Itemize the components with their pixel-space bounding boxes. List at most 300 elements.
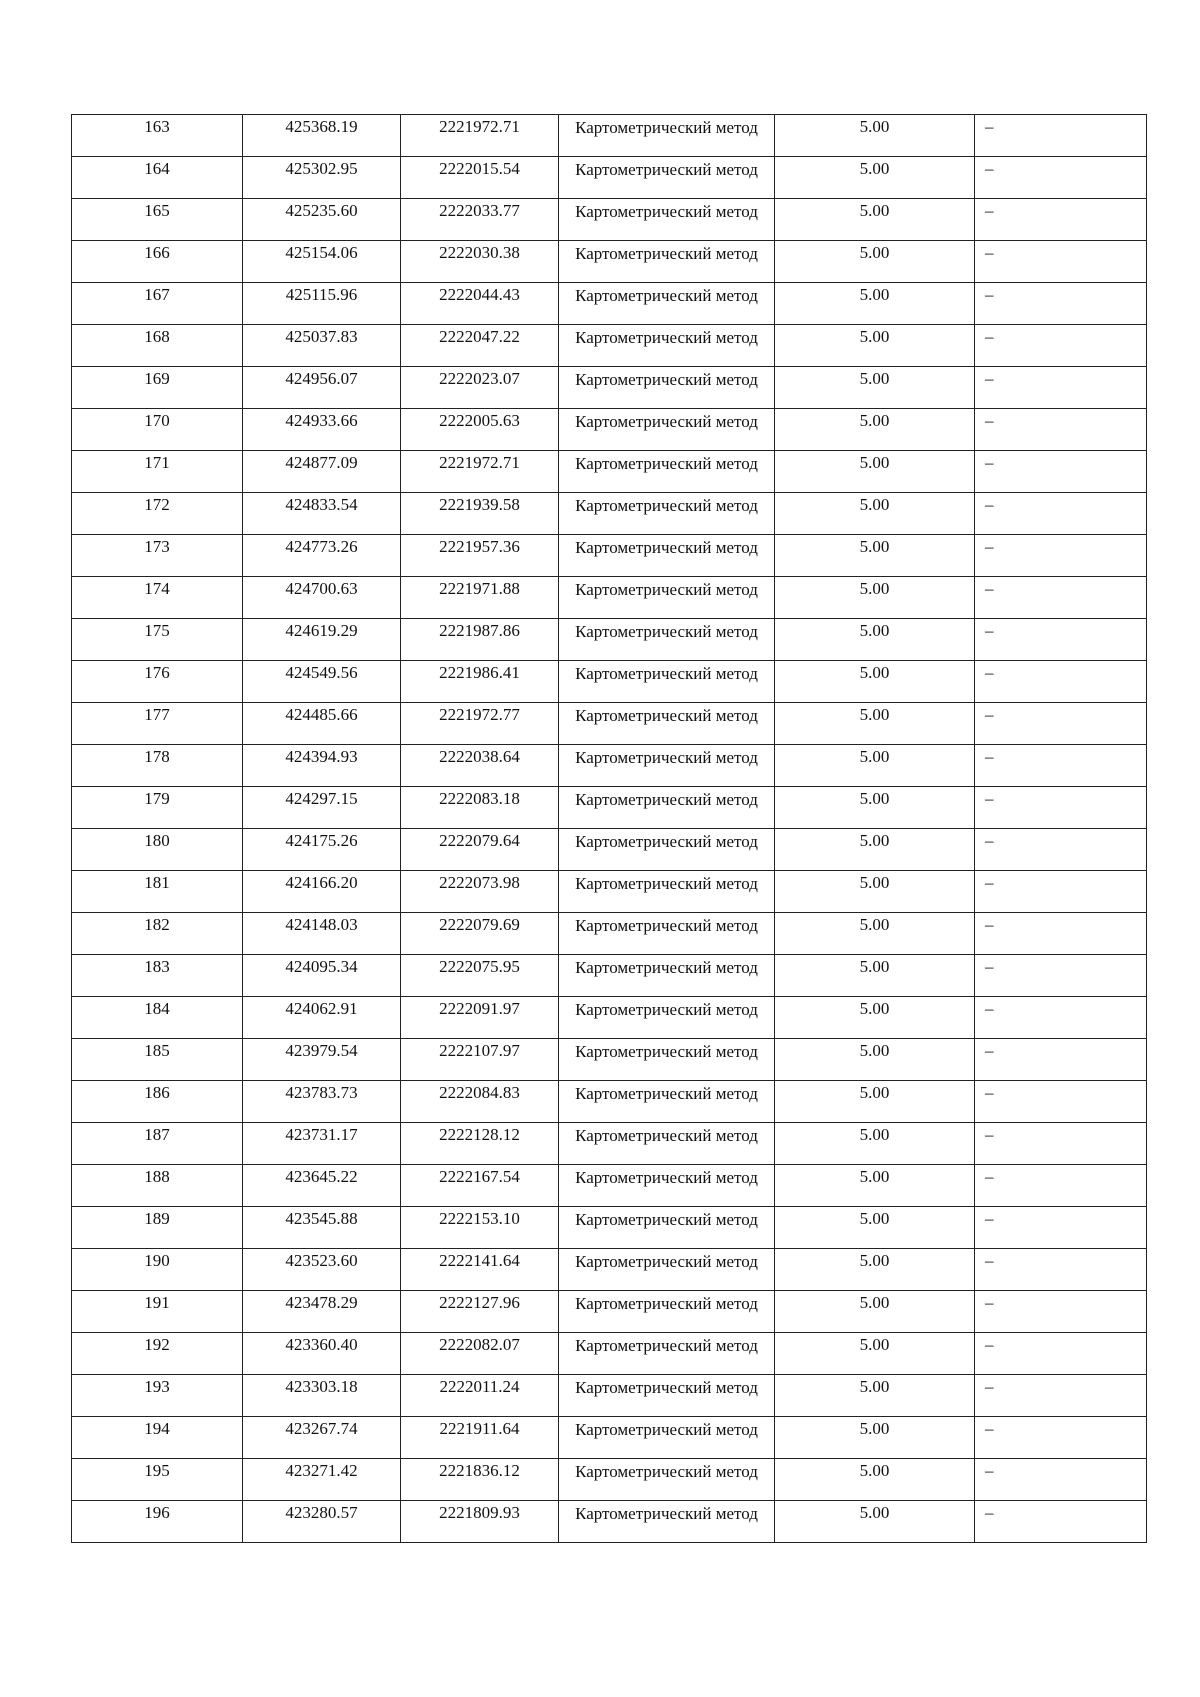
x-coordinate-value: 423645.22 [285, 1167, 358, 1186]
y-coordinate-cell [401, 1207, 559, 1249]
x-coordinate-cell [243, 1417, 401, 1459]
y-coordinate-value: 2222023.07 [439, 369, 520, 388]
accuracy-value: 5.00 [859, 1041, 890, 1060]
note-cell [975, 1333, 1147, 1375]
accuracy-cell [775, 1123, 975, 1165]
method-cell [559, 409, 775, 451]
note-cell [975, 1081, 1147, 1123]
accuracy-cell [775, 745, 975, 787]
method-cell [559, 871, 775, 913]
point-number-cell [72, 1039, 243, 1081]
x-coordinate-value: 424833.54 [285, 495, 358, 514]
table-row [72, 1249, 1147, 1291]
x-coordinate-value: 424877.09 [285, 453, 358, 472]
point-number-value: 191 [144, 1293, 170, 1312]
accuracy-value: 5.00 [859, 285, 890, 304]
y-coordinate-value: 2222030.38 [439, 243, 520, 262]
y-coordinate-value: 2222141.64 [439, 1251, 520, 1270]
method-cell [559, 493, 775, 535]
y-coordinate-value: 2221939.58 [439, 495, 520, 514]
point-number-cell [72, 745, 243, 787]
method-value: Картометрический метод [575, 496, 758, 515]
y-coordinate-value: 2222073.98 [439, 873, 520, 892]
point-number-cell [72, 199, 243, 241]
table-row [72, 745, 1147, 787]
point-number-value: 177 [144, 705, 170, 724]
point-number-value: 190 [144, 1251, 170, 1270]
accuracy-value: 5.00 [859, 453, 890, 472]
method-cell [559, 1459, 775, 1501]
point-number-cell [72, 1459, 243, 1501]
accuracy-cell [775, 619, 975, 661]
accuracy-cell [775, 661, 975, 703]
note-value: – [985, 831, 994, 850]
coordinates-table [71, 114, 1147, 1543]
method-value: Картометрический метод [575, 1168, 758, 1187]
table-row [72, 1039, 1147, 1081]
method-value: Картометрический метод [575, 118, 758, 137]
accuracy-value: 5.00 [859, 369, 890, 388]
y-coordinate-value: 2221972.71 [439, 453, 520, 472]
accuracy-cell [775, 1165, 975, 1207]
accuracy-cell [775, 577, 975, 619]
point-number-cell [72, 1123, 243, 1165]
y-coordinate-value: 2221957.36 [439, 537, 520, 556]
point-number-cell [72, 1417, 243, 1459]
method-cell [559, 703, 775, 745]
y-coordinate-value: 2221809.93 [439, 1503, 520, 1522]
point-number-value: 192 [144, 1335, 170, 1354]
x-coordinate-value: 424933.66 [285, 411, 358, 430]
method-value: Картометрический метод [575, 1336, 758, 1355]
y-coordinate-value: 2222167.54 [439, 1167, 520, 1186]
table-row [72, 661, 1147, 703]
accuracy-value: 5.00 [859, 831, 890, 850]
x-coordinate-cell [243, 1165, 401, 1207]
point-number-cell [72, 577, 243, 619]
y-coordinate-cell [401, 535, 559, 577]
accuracy-value: 5.00 [859, 999, 890, 1018]
table-row [72, 1333, 1147, 1375]
accuracy-cell [775, 955, 975, 997]
accuracy-cell [775, 913, 975, 955]
point-number-value: 189 [144, 1209, 170, 1228]
x-coordinate-value: 423271.42 [285, 1461, 358, 1480]
point-number-value: 164 [144, 159, 170, 178]
note-cell [975, 745, 1147, 787]
y-coordinate-cell [401, 577, 559, 619]
x-coordinate-value: 423360.40 [285, 1335, 358, 1354]
accuracy-cell [775, 1039, 975, 1081]
x-coordinate-value: 424485.66 [285, 705, 358, 724]
note-cell [975, 367, 1147, 409]
note-cell [975, 535, 1147, 577]
point-number-cell [72, 157, 243, 199]
x-coordinate-cell [243, 1375, 401, 1417]
note-value: – [985, 1293, 994, 1312]
note-cell [975, 955, 1147, 997]
table-row [72, 283, 1147, 325]
point-number-cell [72, 535, 243, 577]
y-coordinate-cell [401, 913, 559, 955]
accuracy-value: 5.00 [859, 621, 890, 640]
x-coordinate-value: 425115.96 [285, 285, 358, 304]
x-coordinate-cell [243, 1207, 401, 1249]
x-coordinate-cell [243, 661, 401, 703]
note-value: – [985, 1125, 994, 1144]
accuracy-value: 5.00 [859, 873, 890, 892]
x-coordinate-value: 424297.15 [285, 789, 358, 808]
point-number-value: 176 [144, 663, 170, 682]
x-coordinate-value: 424956.07 [285, 369, 358, 388]
accuracy-cell [775, 997, 975, 1039]
note-cell [975, 1291, 1147, 1333]
method-cell [559, 157, 775, 199]
method-value: Картометрический метод [575, 370, 758, 389]
method-cell [559, 661, 775, 703]
table-row [72, 787, 1147, 829]
accuracy-cell [775, 1333, 975, 1375]
point-number-cell [72, 619, 243, 661]
accuracy-cell [775, 829, 975, 871]
method-value: Картометрический метод [575, 328, 758, 347]
note-value: – [985, 495, 994, 514]
table-row [72, 871, 1147, 913]
y-coordinate-cell [401, 199, 559, 241]
method-value: Картометрический метод [575, 580, 758, 599]
method-cell [559, 997, 775, 1039]
coordinates-table-body [72, 115, 1147, 1543]
method-value: Картометрический метод [575, 202, 758, 221]
y-coordinate-cell [401, 493, 559, 535]
y-coordinate-value: 2222079.69 [439, 915, 520, 934]
accuracy-cell [775, 451, 975, 493]
point-number-value: 188 [144, 1167, 170, 1186]
point-number-cell [72, 1333, 243, 1375]
y-coordinate-cell [401, 325, 559, 367]
point-number-cell [72, 829, 243, 871]
x-coordinate-cell [243, 1039, 401, 1081]
x-coordinate-cell [243, 283, 401, 325]
note-cell [975, 1123, 1147, 1165]
method-value: Картометрический метод [575, 706, 758, 725]
table-row [72, 1375, 1147, 1417]
x-coordinate-value: 423545.88 [285, 1209, 358, 1228]
note-cell [975, 1459, 1147, 1501]
note-cell [975, 409, 1147, 451]
method-value: Картометрический метод [575, 958, 758, 977]
note-cell [975, 157, 1147, 199]
note-value: – [985, 1377, 994, 1396]
x-coordinate-cell [243, 1459, 401, 1501]
x-coordinate-cell [243, 1081, 401, 1123]
x-coordinate-cell [243, 409, 401, 451]
note-cell [975, 619, 1147, 661]
note-cell [975, 661, 1147, 703]
point-number-cell [72, 409, 243, 451]
note-value: – [985, 873, 994, 892]
method-value: Картометрический метод [575, 1210, 758, 1229]
point-number-value: 175 [144, 621, 170, 640]
accuracy-value: 5.00 [859, 117, 890, 136]
table-row [72, 577, 1147, 619]
accuracy-value: 5.00 [859, 1335, 890, 1354]
note-value: – [985, 747, 994, 766]
x-coordinate-cell [243, 955, 401, 997]
note-cell [975, 1249, 1147, 1291]
x-coordinate-value: 423280.57 [285, 1503, 358, 1522]
note-cell [975, 325, 1147, 367]
method-value: Картометрический метод [575, 454, 758, 473]
method-cell [559, 1291, 775, 1333]
method-cell [559, 1123, 775, 1165]
method-cell [559, 115, 775, 157]
accuracy-value: 5.00 [859, 1083, 890, 1102]
y-coordinate-cell [401, 1165, 559, 1207]
point-number-value: 196 [144, 1503, 170, 1522]
note-value: – [985, 1167, 994, 1186]
table-row [72, 1123, 1147, 1165]
point-number-cell [72, 1249, 243, 1291]
x-coordinate-value: 423979.54 [285, 1041, 358, 1060]
method-value: Картометрический метод [575, 1252, 758, 1271]
method-cell [559, 619, 775, 661]
table-row [72, 241, 1147, 283]
x-coordinate-value: 425368.19 [285, 117, 358, 136]
y-coordinate-cell [401, 1081, 559, 1123]
x-coordinate-cell [243, 703, 401, 745]
table-row [72, 913, 1147, 955]
note-cell [975, 1039, 1147, 1081]
note-cell [975, 493, 1147, 535]
point-number-cell [72, 1207, 243, 1249]
method-cell [559, 1417, 775, 1459]
note-cell [975, 115, 1147, 157]
table-row [72, 703, 1147, 745]
method-value: Картометрический метод [575, 1042, 758, 1061]
note-cell [975, 997, 1147, 1039]
y-coordinate-value: 2221987.86 [439, 621, 520, 640]
note-value: – [985, 1041, 994, 1060]
method-value: Картометрический метод [575, 1084, 758, 1103]
note-value: – [985, 117, 994, 136]
point-number-value: 187 [144, 1125, 170, 1144]
y-coordinate-value: 2221911.64 [439, 1419, 520, 1438]
point-number-value: 193 [144, 1377, 170, 1396]
note-value: – [985, 1251, 994, 1270]
point-number-value: 178 [144, 747, 170, 766]
x-coordinate-value: 424062.91 [285, 999, 358, 1018]
accuracy-cell [775, 1459, 975, 1501]
method-value: Картометрический метод [575, 1126, 758, 1145]
point-number-value: 165 [144, 201, 170, 220]
method-value: Картометрический метод [575, 748, 758, 767]
method-cell [559, 1081, 775, 1123]
y-coordinate-value: 2222128.12 [439, 1125, 520, 1144]
method-cell [559, 913, 775, 955]
point-number-cell [72, 241, 243, 283]
table-row [72, 1501, 1147, 1543]
point-number-cell [72, 1291, 243, 1333]
accuracy-cell [775, 409, 975, 451]
x-coordinate-cell [243, 367, 401, 409]
x-coordinate-cell [243, 1333, 401, 1375]
method-value: Картометрический метод [575, 1462, 758, 1481]
note-value: – [985, 579, 994, 598]
point-number-value: 166 [144, 243, 170, 262]
y-coordinate-value: 2222082.07 [439, 1335, 520, 1354]
method-value: Картометрический метод [575, 244, 758, 263]
point-number-cell [72, 955, 243, 997]
note-cell [975, 1417, 1147, 1459]
accuracy-value: 5.00 [859, 327, 890, 346]
accuracy-cell [775, 1375, 975, 1417]
method-value: Картометрический метод [575, 286, 758, 305]
y-coordinate-cell [401, 157, 559, 199]
x-coordinate-value: 424394.93 [285, 747, 358, 766]
table-row [72, 1165, 1147, 1207]
x-coordinate-value: 423783.73 [285, 1083, 358, 1102]
x-coordinate-cell [243, 1501, 401, 1543]
accuracy-value: 5.00 [859, 579, 890, 598]
x-coordinate-cell [243, 493, 401, 535]
x-coordinate-cell [243, 997, 401, 1039]
x-coordinate-value: 423523.60 [285, 1251, 358, 1270]
note-cell [975, 1375, 1147, 1417]
point-number-cell [72, 871, 243, 913]
point-number-cell [72, 1165, 243, 1207]
method-value: Картометрический метод [575, 874, 758, 893]
table-row [72, 493, 1147, 535]
accuracy-value: 5.00 [859, 1125, 890, 1144]
note-value: – [985, 453, 994, 472]
table-row [72, 115, 1147, 157]
x-coordinate-cell [243, 115, 401, 157]
method-cell [559, 1501, 775, 1543]
y-coordinate-cell [401, 1039, 559, 1081]
method-cell [559, 451, 775, 493]
method-value: Картометрический метод [575, 916, 758, 935]
point-number-cell [72, 997, 243, 1039]
x-coordinate-value: 424095.34 [285, 957, 358, 976]
y-coordinate-value: 2222127.96 [439, 1293, 520, 1312]
method-cell [559, 745, 775, 787]
point-number-cell [72, 703, 243, 745]
table-row [72, 367, 1147, 409]
accuracy-value: 5.00 [859, 663, 890, 682]
y-coordinate-value: 2221972.77 [439, 705, 520, 724]
table-row [72, 955, 1147, 997]
x-coordinate-value: 424773.26 [285, 537, 358, 556]
note-cell [975, 283, 1147, 325]
accuracy-cell [775, 325, 975, 367]
point-number-cell [72, 451, 243, 493]
accuracy-cell [775, 115, 975, 157]
table-row [72, 1459, 1147, 1501]
y-coordinate-value: 2222084.83 [439, 1083, 520, 1102]
point-number-cell [72, 661, 243, 703]
y-coordinate-cell [401, 829, 559, 871]
table-row [72, 997, 1147, 1039]
accuracy-value: 5.00 [859, 495, 890, 514]
y-coordinate-value: 2221971.88 [439, 579, 520, 598]
point-number-value: 179 [144, 789, 170, 808]
x-coordinate-cell [243, 1291, 401, 1333]
accuracy-cell [775, 1501, 975, 1543]
accuracy-cell [775, 787, 975, 829]
table-row [72, 451, 1147, 493]
table-row [72, 199, 1147, 241]
x-coordinate-cell [243, 787, 401, 829]
note-value: – [985, 285, 994, 304]
accuracy-cell [775, 1249, 975, 1291]
x-coordinate-cell [243, 829, 401, 871]
y-coordinate-cell [401, 997, 559, 1039]
method-cell [559, 535, 775, 577]
point-number-value: 163 [144, 117, 170, 136]
y-coordinate-cell [401, 451, 559, 493]
point-number-value: 168 [144, 327, 170, 346]
y-coordinate-value: 2222107.97 [439, 1041, 520, 1060]
accuracy-value: 5.00 [859, 159, 890, 178]
y-coordinate-cell [401, 703, 559, 745]
accuracy-cell [775, 1207, 975, 1249]
y-coordinate-value: 2222075.95 [439, 957, 520, 976]
method-cell [559, 283, 775, 325]
accuracy-cell [775, 157, 975, 199]
method-value: Картометрический метод [575, 832, 758, 851]
method-value: Картометрический метод [575, 790, 758, 809]
x-coordinate-cell [243, 157, 401, 199]
method-cell [559, 199, 775, 241]
method-cell [559, 1333, 775, 1375]
y-coordinate-value: 2222083.18 [439, 789, 520, 808]
accuracy-value: 5.00 [859, 789, 890, 808]
accuracy-value: 5.00 [859, 1461, 890, 1480]
x-coordinate-value: 425235.60 [285, 201, 358, 220]
accuracy-value: 5.00 [859, 1167, 890, 1186]
x-coordinate-value: 425302.95 [285, 159, 358, 178]
note-value: – [985, 705, 994, 724]
note-cell [975, 871, 1147, 913]
method-value: Картометрический метод [575, 1504, 758, 1523]
y-coordinate-value: 2222079.64 [439, 831, 520, 850]
method-cell [559, 1249, 775, 1291]
accuracy-value: 5.00 [859, 1209, 890, 1228]
y-coordinate-cell [401, 955, 559, 997]
accuracy-value: 5.00 [859, 537, 890, 556]
y-coordinate-value: 2222047.22 [439, 327, 520, 346]
note-value: – [985, 1209, 994, 1228]
y-coordinate-cell [401, 787, 559, 829]
method-value: Картометрический метод [575, 622, 758, 641]
table-row [72, 619, 1147, 661]
method-cell [559, 1165, 775, 1207]
note-value: – [985, 915, 994, 934]
point-number-value: 194 [144, 1419, 170, 1438]
note-cell [975, 199, 1147, 241]
accuracy-value: 5.00 [859, 915, 890, 934]
method-value: Картометрический метод [575, 1294, 758, 1313]
method-cell [559, 367, 775, 409]
accuracy-cell [775, 367, 975, 409]
point-number-cell [72, 493, 243, 535]
note-value: – [985, 369, 994, 388]
x-coordinate-cell [243, 199, 401, 241]
x-coordinate-value: 424175.26 [285, 831, 358, 850]
y-coordinate-cell [401, 619, 559, 661]
table-row [72, 1207, 1147, 1249]
